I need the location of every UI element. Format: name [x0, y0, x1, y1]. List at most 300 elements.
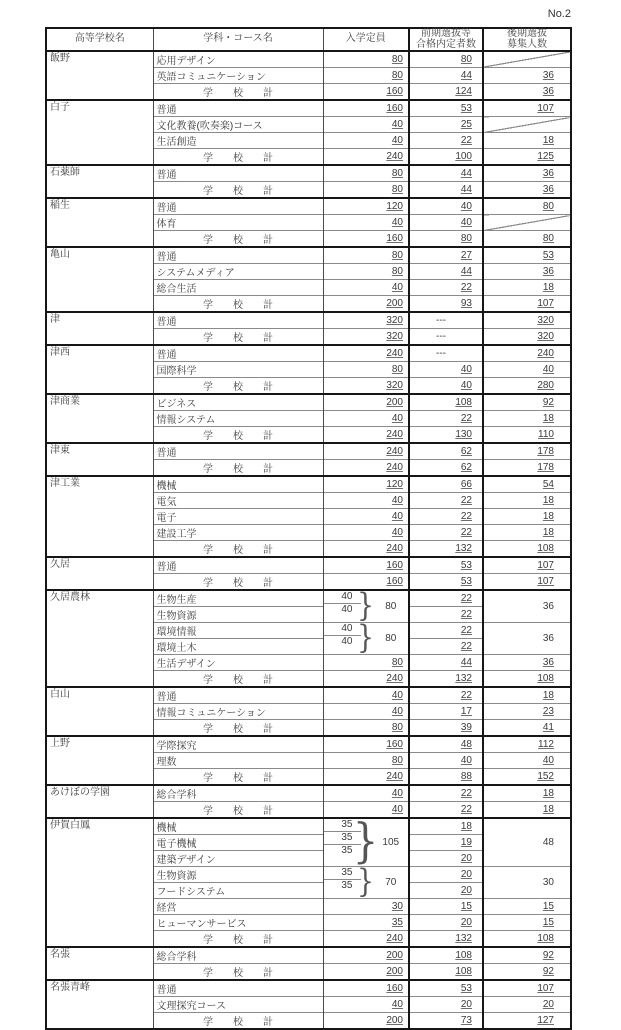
- capacity-value: 120: [386, 479, 403, 490]
- group-capacity-breakdown: [324, 814, 409, 870]
- school-name: あけぼの学園: [50, 787, 110, 798]
- school-name: 飯野: [50, 53, 70, 64]
- school-block: [46, 736, 571, 785]
- capacity-value-cell: [323, 394, 409, 411]
- school-name-cell: [46, 312, 153, 345]
- total-late-value-cell: [483, 460, 571, 477]
- late-not-offered-cell: [483, 215, 571, 231]
- late-value-cell: [483, 476, 571, 493]
- school-total-label-cell: [153, 1013, 323, 1030]
- total-late-value-cell: [483, 182, 571, 199]
- capacity-value: 200: [386, 397, 403, 408]
- total-late-value-cell: [483, 541, 571, 558]
- early-value-cell: [409, 997, 483, 1013]
- early-value-cell: [409, 753, 483, 769]
- capacity-value-cell: [323, 947, 409, 964]
- course-name: 生物資源: [156, 611, 197, 622]
- total-capacity-value-cell: [323, 329, 409, 346]
- early-value-cell: [409, 476, 483, 493]
- capacity-value: 40: [391, 135, 403, 146]
- total-capacity-value: 80: [391, 722, 403, 733]
- total-capacity-value-cell: [323, 1013, 409, 1030]
- late-value-cell: [483, 655, 571, 671]
- group-capacity-total: [374, 867, 409, 898]
- course-name-cell: [153, 704, 323, 720]
- course-name: ヒューマンサービス: [156, 919, 247, 930]
- capacity-value-cell: [323, 264, 409, 280]
- course-name: 学際探究: [156, 741, 197, 752]
- course-row: [46, 394, 571, 411]
- capacity-value: 40: [391, 511, 403, 522]
- school-total-label-cell: [153, 541, 323, 558]
- total-late-value: 108: [537, 543, 554, 554]
- course-name: 生物資源: [156, 871, 197, 882]
- admissions-table: [45, 27, 572, 1030]
- school-total-label: 学 校 計: [203, 724, 273, 735]
- capacity-value: 80: [391, 266, 403, 277]
- late-value: 178: [537, 446, 554, 457]
- early-value-cell: [409, 655, 483, 671]
- capacity-value-cell: [323, 100, 409, 117]
- capacity-value: 35: [391, 917, 403, 928]
- capacity-value-cell: [323, 280, 409, 296]
- early-value-cell: [409, 247, 483, 264]
- school-block: [46, 394, 571, 443]
- early-value: 15: [460, 901, 472, 912]
- total-early-value-cell: [409, 296, 483, 313]
- course-name-cell: [153, 639, 323, 655]
- capacity-value-cell: [323, 980, 409, 997]
- school-block: [46, 980, 571, 1029]
- early-value: 20: [460, 853, 472, 864]
- course-name-cell: [153, 623, 323, 639]
- sub-capacity-value: 35: [341, 867, 353, 878]
- late-not-offered-cell: [483, 117, 571, 133]
- course-name: 文化教養(吹奏楽)コース: [156, 121, 263, 132]
- total-early-value: 62: [460, 462, 472, 473]
- total-early-value-cell: [409, 329, 483, 346]
- capacity-value: 160: [386, 983, 403, 994]
- total-capacity-value: 240: [386, 462, 403, 473]
- early-value-cell: [409, 493, 483, 509]
- course-name-cell: [153, 607, 323, 623]
- early-value: 20: [460, 885, 472, 896]
- capacity-value-cell: [323, 411, 409, 427]
- total-early-value: 22: [460, 804, 472, 815]
- total-late-value-cell: [483, 802, 571, 819]
- course-name-cell: [153, 476, 323, 493]
- sub-capacity-value: 35: [341, 819, 353, 830]
- early-value: 22: [460, 788, 472, 799]
- late-value-cell: [483, 753, 571, 769]
- capacity-value-cell: [323, 915, 409, 931]
- group-capacity-cell: [323, 864, 409, 901]
- late-value: 54: [542, 479, 554, 490]
- course-name-cell: [153, 411, 323, 427]
- school-name: 稲生: [50, 200, 70, 211]
- header-late-line2: 募集人数: [507, 38, 547, 50]
- total-late-value: 178: [537, 462, 554, 473]
- course-name: 経営: [156, 903, 177, 914]
- header-school: 高等学校名: [46, 28, 153, 51]
- early-value-cell: [409, 117, 483, 133]
- early-value-cell: [409, 51, 483, 68]
- course-name: 情報システム: [156, 415, 216, 426]
- total-early-value: 53: [460, 576, 472, 587]
- course-name: 普通: [156, 350, 177, 361]
- course-name: 普通: [156, 692, 177, 703]
- school-name: 白山: [50, 689, 70, 700]
- group-capacity-value: 80: [385, 633, 397, 644]
- early-value-cell: [409, 835, 483, 851]
- total-capacity-value: 200: [386, 1015, 403, 1026]
- group-late-value: 36: [542, 633, 554, 644]
- early-value-cell: [409, 851, 483, 867]
- school-total-label: 学 校 計: [203, 464, 273, 475]
- late-value: 15: [542, 917, 554, 928]
- total-late-value-cell: [483, 84, 571, 101]
- header-row: [46, 28, 571, 51]
- course-name: 普通: [156, 170, 177, 181]
- total-late-value-cell: [483, 149, 571, 166]
- capacity-value: 80: [391, 657, 403, 668]
- early-value-cell: [409, 280, 483, 296]
- sub-capacity-value: 40: [341, 591, 353, 602]
- school-name-cell: [46, 476, 153, 557]
- school-name-cell: [46, 590, 153, 687]
- course-name-cell: [153, 655, 323, 671]
- early-value-cell: [409, 525, 483, 541]
- early-value-cell: [409, 704, 483, 720]
- school-name: 津東: [50, 445, 70, 456]
- school-name-cell: [46, 165, 153, 198]
- total-early-value-cell: [409, 182, 483, 199]
- course-name-cell: [153, 165, 323, 182]
- sub-capacity-value: 35: [341, 880, 353, 892]
- early-value-cell: [409, 411, 483, 427]
- total-late-value-cell: [483, 329, 571, 346]
- course-name: 建設工学: [156, 529, 197, 540]
- capacity-value-cell: [323, 753, 409, 769]
- total-capacity-value: 240: [386, 429, 403, 440]
- school-block: [46, 785, 571, 818]
- course-name: 生活デザイン: [156, 659, 216, 670]
- school-block: [46, 100, 571, 165]
- group-capacity-total: [374, 819, 409, 866]
- course-row: [46, 443, 571, 460]
- sub-capacity-value: 40: [341, 604, 353, 616]
- sub-capacity-cell: [324, 867, 361, 879]
- early-value-cell: [409, 215, 483, 231]
- early-value-cell: [409, 198, 483, 215]
- capacity-value-cell: [323, 899, 409, 915]
- late-value: 240: [537, 348, 554, 359]
- total-late-value: 36: [542, 184, 554, 195]
- late-value: 18: [542, 690, 554, 701]
- early-value: 44: [460, 266, 472, 277]
- school-name-cell: [46, 51, 153, 100]
- total-late-value-cell: [483, 1013, 571, 1030]
- header-course: 学科・コース名: [153, 28, 323, 51]
- early-value: 17: [460, 706, 472, 717]
- course-name-cell: [153, 312, 323, 329]
- course-name: 環境土木: [156, 643, 197, 654]
- course-name: 体育: [156, 219, 177, 230]
- sub-capacity-cell: [324, 603, 361, 615]
- school-total-label-cell: [153, 574, 323, 591]
- late-value-cell: [483, 785, 571, 802]
- course-row: [46, 165, 571, 182]
- capacity-value-cell: [323, 704, 409, 720]
- school-name-cell: [46, 443, 153, 476]
- course-name: 普通: [156, 985, 177, 996]
- late-value: 92: [542, 397, 554, 408]
- early-value: 53: [460, 983, 472, 994]
- school-block: [46, 345, 571, 394]
- header-capacity: 入学定員: [323, 28, 409, 51]
- school-total-label-cell: [153, 964, 323, 981]
- early-value: 66: [460, 479, 472, 490]
- school-total-label: 学 校 計: [203, 545, 273, 556]
- early-value: 19: [460, 837, 472, 848]
- total-early-value-cell: [409, 931, 483, 948]
- total-early-value: 130: [455, 429, 472, 440]
- total-capacity-value-cell: [323, 964, 409, 981]
- course-name: フードシステム: [156, 887, 226, 898]
- capacity-value-cell: [323, 655, 409, 671]
- total-late-value: 18: [542, 804, 554, 815]
- total-late-value-cell: [483, 671, 571, 688]
- late-value: 36: [542, 657, 554, 668]
- total-early-value-cell: [409, 769, 483, 786]
- school-total-label: 学 校 計: [203, 773, 273, 784]
- course-name-cell: [153, 509, 323, 525]
- total-late-value-cell: [483, 296, 571, 313]
- capacity-value-cell: [323, 215, 409, 231]
- late-value: 18: [542, 282, 554, 293]
- capacity-value-cell: [323, 133, 409, 149]
- early-value: 40: [460, 217, 472, 228]
- course-row: [46, 590, 571, 607]
- school-name-cell: [46, 785, 153, 818]
- header-early-line2: 合格内定者数: [416, 38, 476, 50]
- course-name: ビジネス: [156, 399, 197, 410]
- course-name-cell: [153, 247, 323, 264]
- group-capacity-breakdown: [324, 620, 409, 657]
- group-capacity-cell: [323, 814, 409, 870]
- school-total-label: 学 校 計: [203, 578, 273, 589]
- early-value: 22: [460, 413, 472, 424]
- total-late-value-cell: [483, 931, 571, 948]
- late-value-cell: [483, 165, 571, 182]
- school-total-label: 学 校 計: [203, 935, 273, 946]
- early-value: 44: [460, 168, 472, 179]
- sub-capacity-value: 40: [341, 636, 353, 648]
- capacity-value-cell: [323, 247, 409, 264]
- total-early-value: 100: [455, 151, 472, 162]
- total-late-value: 41: [542, 722, 554, 733]
- course-name-cell: [153, 133, 323, 149]
- capacity-value-cell: [323, 362, 409, 378]
- group-capacity-value: 105: [382, 837, 400, 848]
- school-total-label: 学 校 計: [203, 235, 273, 246]
- early-value-cell: [409, 557, 483, 574]
- school-name: 久居: [50, 559, 70, 570]
- course-name-cell: [153, 883, 323, 899]
- total-early-value-cell: [409, 574, 483, 591]
- total-early-value-cell: [409, 802, 483, 819]
- late-value-cell: [483, 133, 571, 149]
- group-capacity-total: [374, 623, 409, 654]
- course-name: 普通: [156, 252, 177, 263]
- group-late-cell: [483, 623, 571, 655]
- early-value: 22: [460, 609, 472, 620]
- course-name-cell: [153, 899, 323, 915]
- school-name-cell: [46, 198, 153, 247]
- school-total-label-cell: [153, 720, 323, 737]
- total-late-value: 127: [537, 1015, 554, 1026]
- sub-capacity-cell: [324, 635, 361, 647]
- early-value-cell: [409, 785, 483, 802]
- group-late-cell: [483, 818, 571, 867]
- capacity-value-cell: [323, 736, 409, 753]
- capacity-value: 40: [391, 788, 403, 799]
- course-name-cell: [153, 687, 323, 704]
- course-name-cell: [153, 394, 323, 411]
- late-value: 15: [542, 901, 554, 912]
- total-late-value-cell: [483, 378, 571, 395]
- early-value: ---: [436, 348, 446, 359]
- school-block: [46, 198, 571, 247]
- capacity-value-cell: [323, 785, 409, 802]
- total-early-value-cell: [409, 378, 483, 395]
- capacity-value: 40: [391, 706, 403, 717]
- capacity-value: 80: [391, 70, 403, 81]
- late-value: 18: [542, 511, 554, 522]
- course-name: 機械: [156, 823, 177, 834]
- early-value-cell: [409, 443, 483, 460]
- capacity-value: 160: [386, 560, 403, 571]
- total-late-value-cell: [483, 964, 571, 981]
- school-name: 石薬師: [50, 167, 80, 178]
- early-value-cell: [409, 100, 483, 117]
- late-value: 36: [542, 70, 554, 81]
- course-name: 普通: [156, 105, 177, 116]
- capacity-value: 240: [386, 446, 403, 457]
- course-row: [46, 947, 571, 964]
- early-value: 44: [460, 70, 472, 81]
- capacity-value: 40: [391, 119, 403, 130]
- late-value: 18: [542, 527, 554, 538]
- course-row: [46, 345, 571, 362]
- total-early-value-cell: [409, 541, 483, 558]
- total-early-value: 93: [460, 298, 472, 309]
- early-value: 22: [460, 135, 472, 146]
- group-capacity-value: 70: [385, 877, 397, 888]
- late-value-cell: [483, 280, 571, 296]
- early-value: 27: [460, 250, 472, 261]
- course-name-cell: [153, 590, 323, 607]
- course-name-cell: [153, 443, 323, 460]
- school-block: [46, 443, 571, 476]
- early-value-cell: [409, 312, 483, 329]
- late-value-cell: [483, 557, 571, 574]
- late-value: 18: [542, 135, 554, 146]
- total-late-value: 92: [542, 966, 554, 977]
- school-total-label-cell: [153, 769, 323, 786]
- late-value-cell: [483, 247, 571, 264]
- total-late-value: 125: [537, 151, 554, 162]
- capacity-value: 40: [391, 690, 403, 701]
- sub-capacity-cell: [324, 591, 361, 603]
- course-name-cell: [153, 753, 323, 769]
- capacity-value: 40: [391, 527, 403, 538]
- total-early-value: 124: [455, 86, 472, 97]
- school-block: [46, 557, 571, 590]
- capacity-value: 80: [391, 168, 403, 179]
- early-value-cell: [409, 818, 483, 835]
- school-name-cell: [46, 394, 153, 443]
- course-name: 情報コミュニケーション: [156, 708, 266, 719]
- school-name: 久居農林: [50, 592, 90, 603]
- early-value: 22: [460, 282, 472, 293]
- course-name: 生物生産: [156, 595, 197, 606]
- course-name: 生活創造: [156, 137, 197, 148]
- course-row: [46, 557, 571, 574]
- total-capacity-value-cell: [323, 182, 409, 199]
- early-value: 40: [460, 755, 472, 766]
- school-total-label-cell: [153, 427, 323, 444]
- late-value: 23: [542, 706, 554, 717]
- capacity-value-cell: [323, 525, 409, 541]
- total-capacity-value-cell: [323, 427, 409, 444]
- header-late-selection: [483, 28, 571, 51]
- school-name-cell: [46, 247, 153, 312]
- total-early-value-cell: [409, 964, 483, 981]
- course-name: システムメディア: [156, 268, 235, 279]
- early-value-cell: [409, 394, 483, 411]
- total-late-value: 280: [537, 380, 554, 391]
- total-early-value-cell: [409, 1013, 483, 1030]
- total-capacity-value: 40: [391, 804, 403, 815]
- course-name: 電子機械: [156, 839, 197, 850]
- total-late-value: 107: [537, 298, 554, 309]
- total-late-value-cell: [483, 574, 571, 591]
- course-row: [46, 687, 571, 704]
- total-capacity-value-cell: [323, 769, 409, 786]
- total-capacity-value-cell: [323, 84, 409, 101]
- capacity-value-cell: [323, 117, 409, 133]
- total-early-value: 40: [460, 380, 472, 391]
- school-block: [46, 947, 571, 980]
- course-name-cell: [153, 997, 323, 1013]
- school-total-label-cell: [153, 329, 323, 346]
- early-value: 20: [460, 917, 472, 928]
- total-capacity-value-cell: [323, 149, 409, 166]
- total-early-value: 132: [455, 933, 472, 944]
- late-value: 18: [542, 495, 554, 506]
- course-name-cell: [153, 264, 323, 280]
- capacity-value: 40: [391, 282, 403, 293]
- early-value: 22: [460, 511, 472, 522]
- course-name-cell: [153, 198, 323, 215]
- total-early-value: 73: [460, 1015, 472, 1026]
- header-late-line1: 後期選抜: [507, 28, 547, 39]
- late-value-cell: [483, 68, 571, 84]
- course-name-cell: [153, 736, 323, 753]
- total-capacity-value: 200: [386, 966, 403, 977]
- header-early-selection: [409, 28, 483, 51]
